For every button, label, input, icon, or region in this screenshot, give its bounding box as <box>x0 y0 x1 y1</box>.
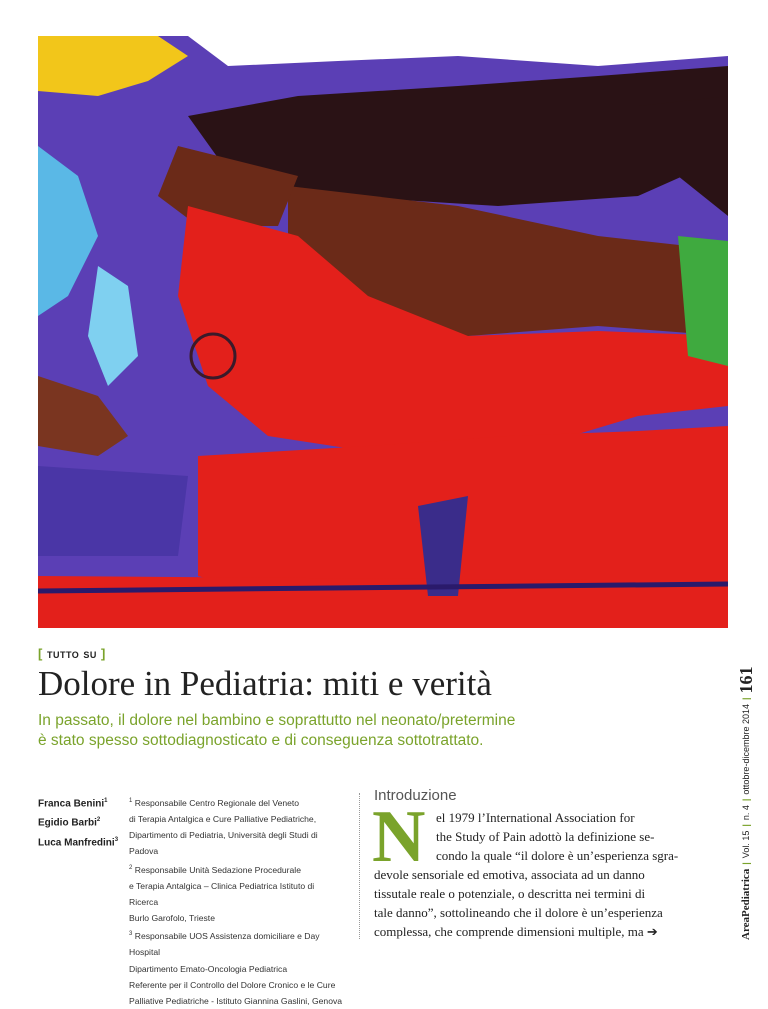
section-bracket-close: ] <box>96 646 106 661</box>
affiliation-line: Dipartimento di Pediatria, Università degli Studi di Padova <box>129 830 318 857</box>
author-name: Egidio Barbi$^2$ <box>38 817 101 829</box>
section-label: tutto su <box>46 646 97 661</box>
affiliation-line: Burlo Garofolo, Trieste <box>129 913 215 924</box>
drop-cap: N <box>372 796 426 878</box>
author-list <box>38 793 118 851</box>
section-bracket-open: [ <box>38 646 47 661</box>
affiliation-line: $^2$ Responsabile Unità Sedazione Procedurale <box>129 864 301 875</box>
affiliations <box>129 793 344 1009</box>
body-line: el 1979 l’International Association for <box>436 810 635 825</box>
affiliation-line: $^3$ Responsabile UOS Assistenza domiciliare e Day Hospital <box>129 931 320 958</box>
body-line: complessa, che comprende dimensioni multiple, ma ➔ <box>374 924 658 939</box>
page-number: 161 <box>735 666 756 694</box>
body-line: condo la quale “il dolore è un’esperienza sgra- <box>436 848 679 863</box>
column-divider <box>359 793 360 939</box>
intro-paragraph <box>372 796 704 941</box>
journal-volume: Vol. 15 <box>741 830 751 859</box>
section-tag <box>38 646 106 661</box>
body-line: tale danno”, sottolineando che il dolore è un’esperienza <box>374 905 663 920</box>
journal-date: ottobre-dicembre 2014 <box>741 704 751 795</box>
body-line: tissutale reale o potenziale, o descritta nei termini di <box>374 886 646 901</box>
affiliation-line: $^1$ Responsabile Centro Regionale del Veneto <box>129 797 300 808</box>
affiliation-line: Referente per il Controllo del Dolore Cronico e le Cure <box>129 979 336 990</box>
affiliation-line: e Terapia Antalgica – Clinica Pediatrica Istituto di Ricerca <box>129 880 315 907</box>
affiliation-line: Palliative Pediatriche - Istituto Giannina Gaslini, Genova <box>129 996 343 1007</box>
author-name: Luca Manfredini$^3$ <box>38 836 119 848</box>
journal-sidebar: AreaPediatrica | Vol. 15 | n. 4 | ottobre-dicembre 2014 | 161 <box>735 666 756 940</box>
article-subtitle <box>38 711 698 751</box>
article-title: Dolore in Pediatria: miti e verità <box>38 664 492 703</box>
intro-heading: Introduzione <box>374 787 457 804</box>
affiliation-line: di Terapia Antalgica e Cure Palliative Pediatriche, <box>129 814 317 825</box>
body-line: the Study of Pain adottò la definizione se- <box>436 829 655 844</box>
cover-artwork-illustration <box>38 36 728 628</box>
journal-name: AreaPediatrica <box>740 868 752 940</box>
author-name: Franca Benini$^1$ <box>38 798 108 810</box>
affiliation-line: Dipartimento Emato-Oncologia Pediatrica <box>129 963 288 974</box>
subtitle-line: è stato spesso sottodiagnosticato e di conseguenza sottotrattato. <box>38 732 484 749</box>
body-line: devole sensoriale ed emotiva, associata ad un danno <box>374 867 645 882</box>
journal-issue: n. 4 <box>741 805 751 821</box>
subtitle-line: In passato, il dolore nel bambino e soprattutto nel neonato/pretermine <box>38 712 516 729</box>
